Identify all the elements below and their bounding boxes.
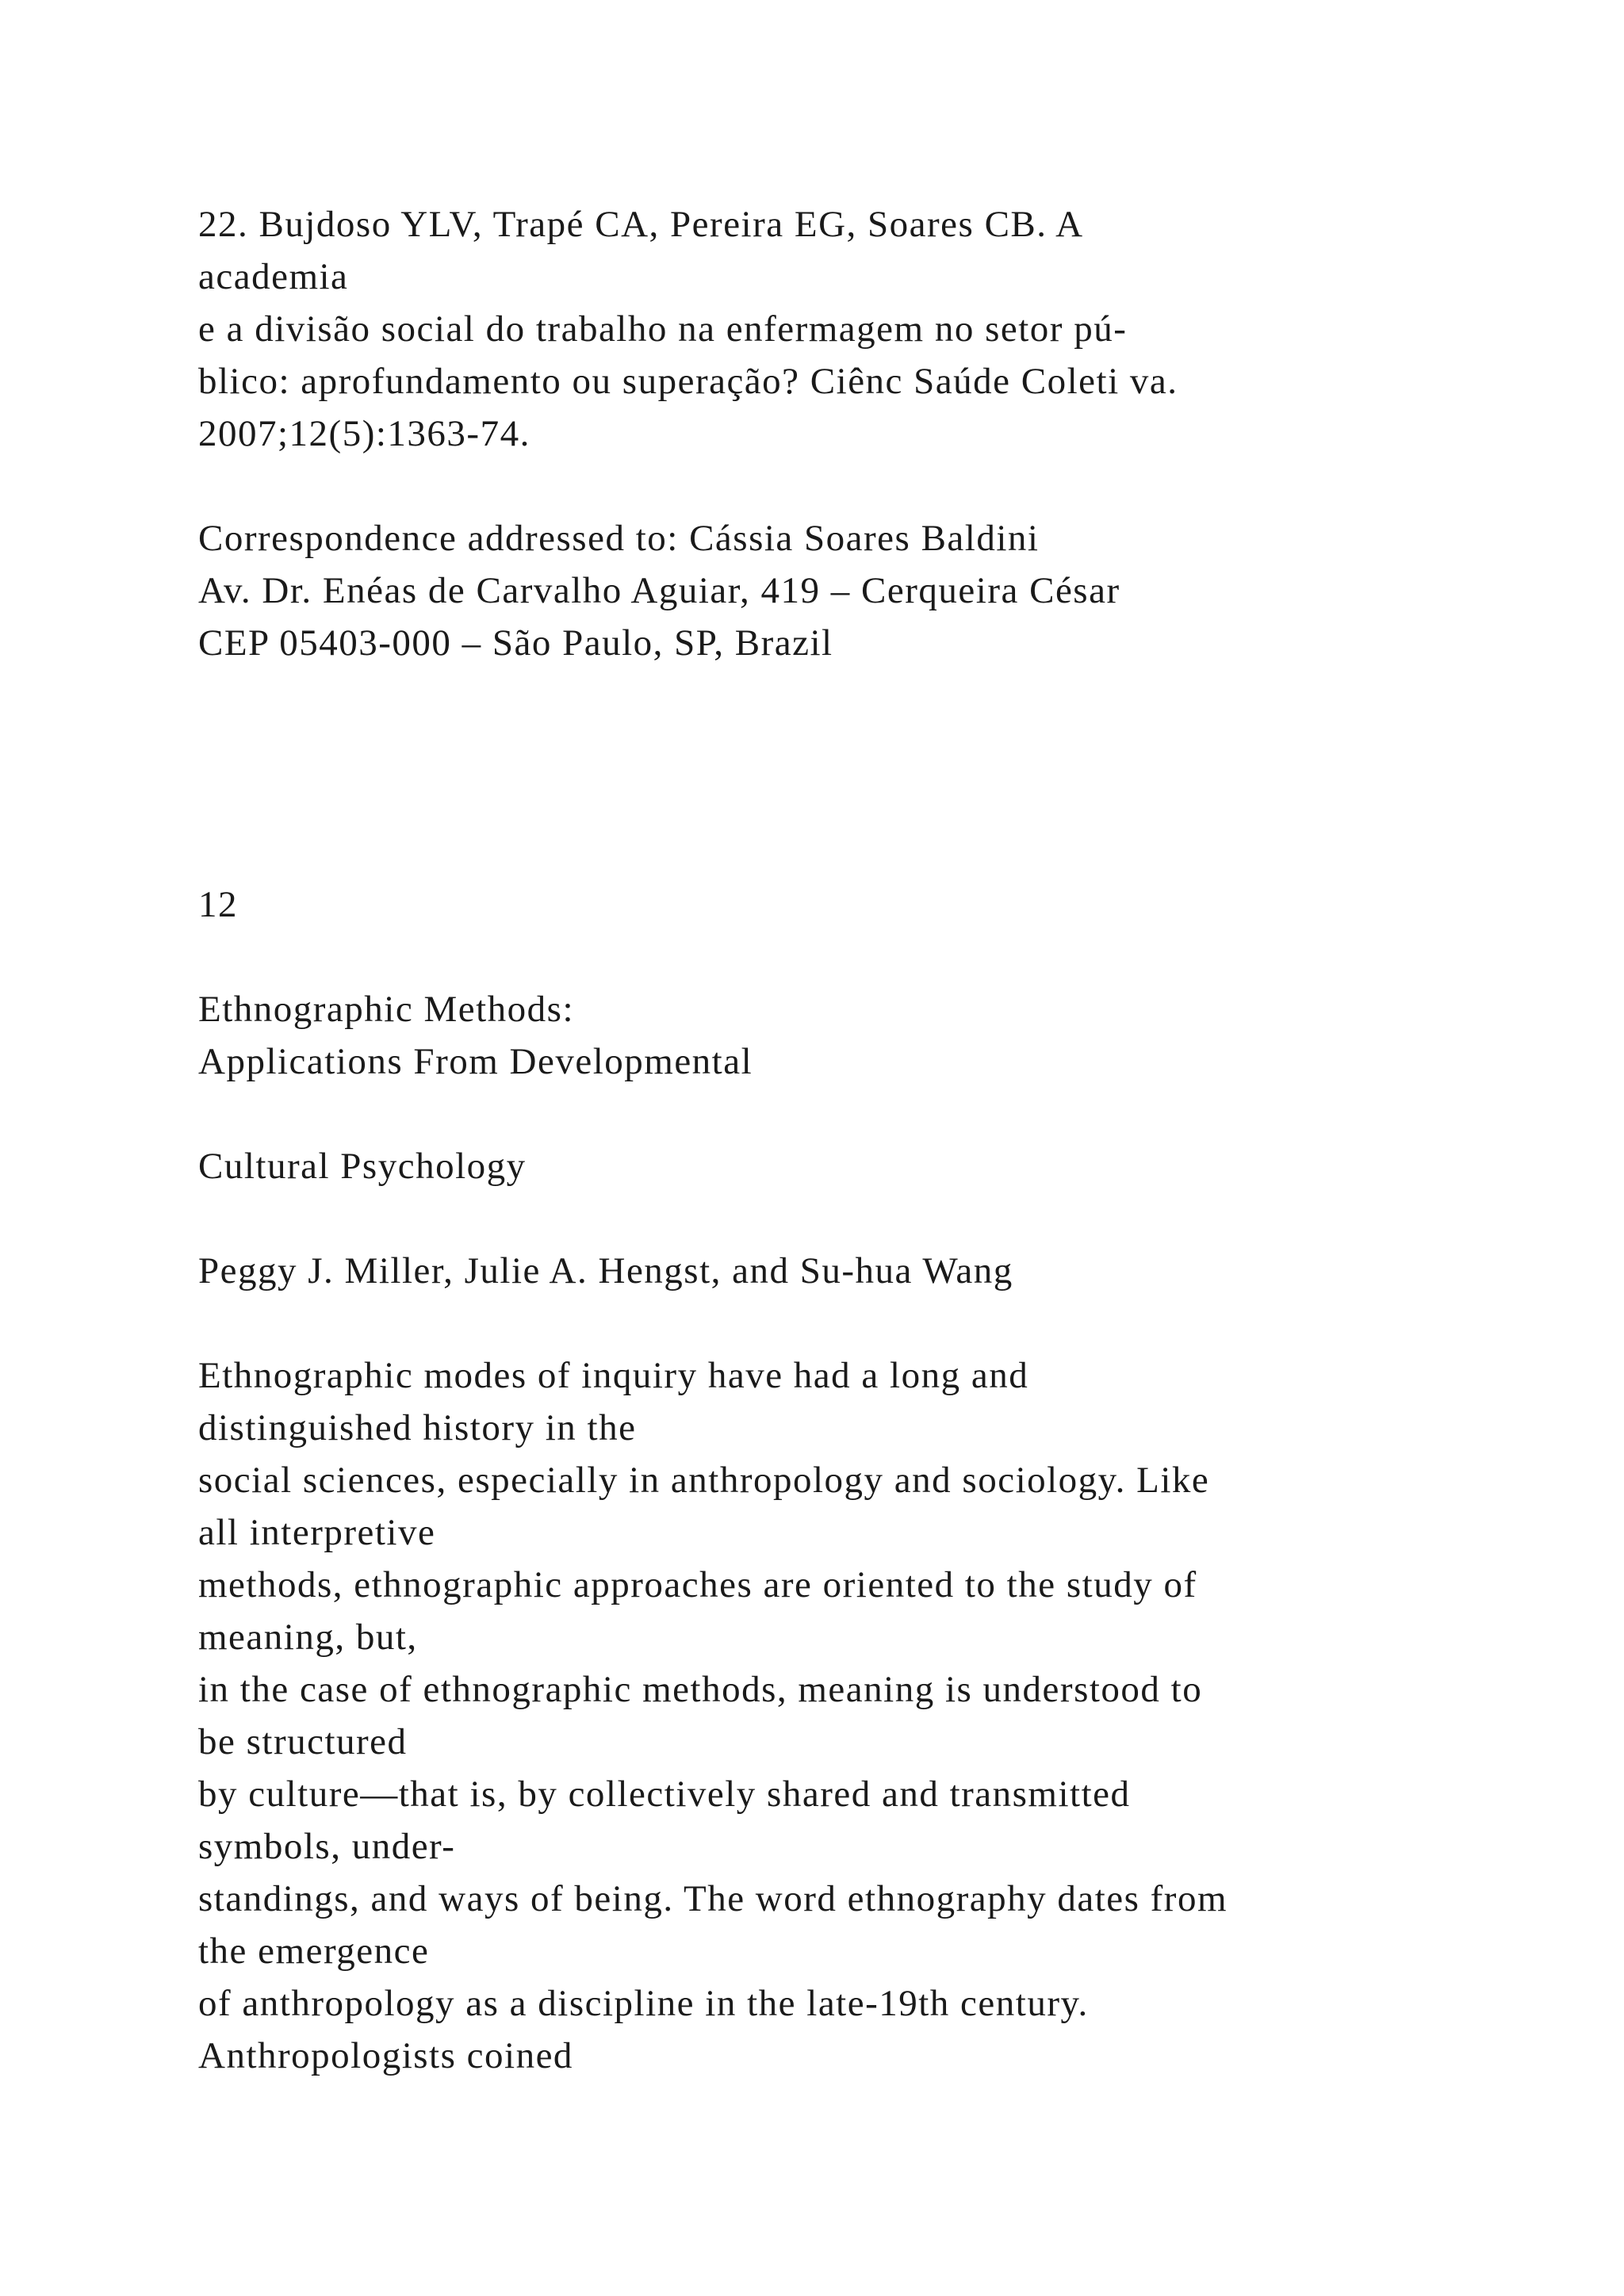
spacer (198, 931, 1546, 983)
correspondence-line: Av. Dr. Enéas de Carvalho Aguiar, 419 – Cerqueira César (198, 570, 1120, 611)
body-line: the emergence (198, 1931, 430, 1972)
body-line: social sciences, especially in anthropology and sociology. Like (198, 1460, 1210, 1501)
document-page (198, 198, 1546, 2082)
chapter-authors: Peggy J. Miller, Julie A. Hengst, and Su-hua Wang (198, 1250, 1013, 1292)
spacer (198, 460, 1546, 512)
reference-line: 2007;12(5):1363-74. (198, 413, 530, 454)
spacer (198, 1297, 1546, 1349)
chapter-subtitle: Cultural Psychology (198, 1146, 527, 1187)
body-line: standings, and ways of being. The word ethnography dates from (198, 1878, 1228, 1919)
chapter-number: 12 (198, 884, 238, 925)
body-line: symbols, under- (198, 1826, 456, 1867)
body-paragraph (198, 1349, 1546, 2082)
correspondence-block (198, 512, 1546, 669)
spacer (198, 1088, 1546, 1140)
body-line: meaning, but, (198, 1617, 418, 1658)
body-line: methods, ethnographic approaches are oriented to the study of (198, 1564, 1197, 1605)
reference-line: academia (198, 256, 349, 297)
correspondence-line: Correspondence addressed to: Cássia Soares Baldini (198, 518, 1040, 559)
body-line: by culture—that is, by collectively shared and transmitted (198, 1774, 1131, 1815)
reference-line: blico: aprofundamento ou superação? Ciênc Saúde Coleti va. (198, 361, 1178, 402)
body-line: all interpretive (198, 1512, 436, 1553)
reference-line: 22. Bujdoso YLV, Trapé CA, Pereira EG, Soares CB. A (198, 204, 1084, 245)
body-line: distinguished history in the (198, 1407, 637, 1448)
body-line: in the case of ethnographic methods, meaning is understood to (198, 1669, 1203, 1710)
spacer (198, 669, 1546, 878)
body-line: Anthropologists coined (198, 2035, 573, 2076)
spacer (198, 1192, 1546, 1245)
chapter-title-line: Ethnographic Methods: (198, 989, 575, 1030)
reference-line: e a divisão social do trabalho na enfermagem no setor pú- (198, 308, 1128, 350)
body-line: Ethnographic modes of inquiry have had a long and (198, 1355, 1029, 1396)
reference-entry (198, 198, 1546, 460)
chapter-title-line: Applications From Developmental (198, 1041, 753, 1082)
body-line: of anthropology as a discipline in the late-19th century. (198, 1983, 1089, 2024)
chapter-title (198, 983, 1546, 1088)
correspondence-line: CEP 05403-000 – São Paulo, SP, Brazil (198, 622, 833, 664)
body-line: be structured (198, 1721, 408, 1762)
